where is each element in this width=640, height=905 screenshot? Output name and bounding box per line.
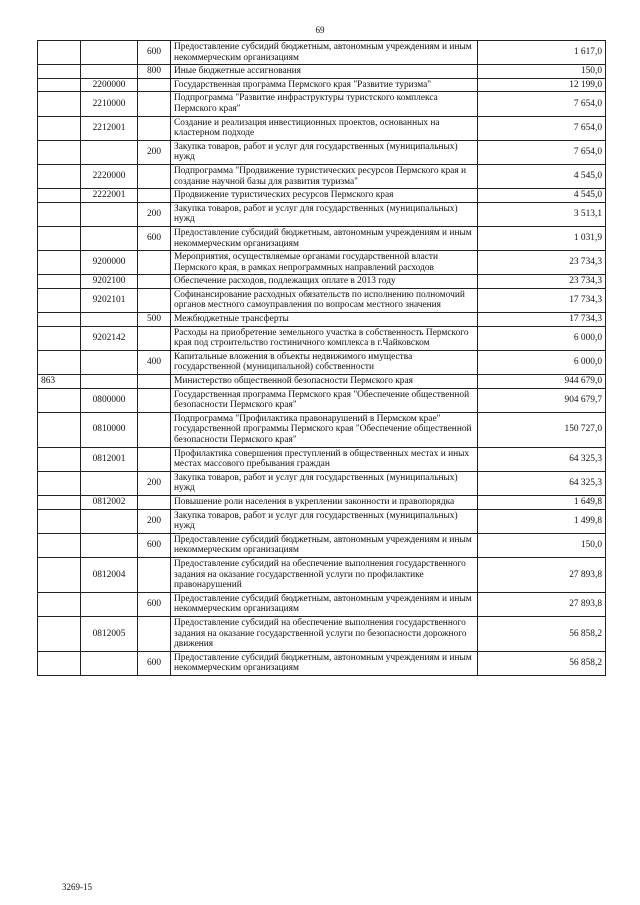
expense-name-cell: Повышение роли населения в укреплении законности и правопорядка	[171, 495, 478, 509]
table-row	[38, 202, 606, 226]
table-row	[38, 388, 606, 412]
amount-cell: 1 649,8	[478, 495, 606, 509]
expense-name-cell: Предоставление субсидий бюджетным, автономным учреждениям и иным некоммерческим организациям	[171, 592, 478, 616]
expense-name-cell: Закупка товаров, работ и услуг для государственных (муниципальных) нужд	[171, 471, 478, 495]
budget-table	[37, 40, 606, 676]
amount-cell: 1 499,8	[478, 509, 606, 533]
target-article-code-cell: 0812005	[81, 616, 138, 651]
budget-table-body	[38, 41, 606, 676]
ministry-code-cell	[38, 592, 81, 616]
target-article-code-cell	[81, 226, 138, 250]
expense-type-code-cell	[138, 164, 171, 188]
target-article-code-cell	[81, 140, 138, 164]
target-article-code-cell: 2210000	[81, 92, 138, 116]
expense-name-cell: Иные бюджетные ассигнования	[171, 65, 478, 79]
amount-cell: 64 325,3	[478, 471, 606, 495]
amount-cell: 4 545,0	[478, 189, 606, 203]
target-article-code-cell: 2220000	[81, 164, 138, 188]
ministry-code-cell	[38, 275, 81, 289]
expense-name-cell: Предоставление субсидий на обеспечение выполнения государственного задания на оказание государственной услуги по безопасности дорожного движения	[171, 616, 478, 651]
ministry-code-cell	[38, 116, 81, 140]
amount-cell: 7 654,0	[478, 140, 606, 164]
amount-cell: 23 734,3	[478, 251, 606, 275]
expense-name-cell: Закупка товаров, работ и услуг для государственных (муниципальных) нужд	[171, 509, 478, 533]
ministry-code-cell	[38, 189, 81, 203]
table-row	[38, 533, 606, 557]
ministry-code-cell	[38, 471, 81, 495]
expense-type-code-cell: 400	[138, 350, 171, 374]
table-row	[38, 375, 606, 389]
amount-cell: 3 513,1	[478, 202, 606, 226]
expense-name-cell: Продвижение туристических ресурсов Пермского края	[171, 189, 478, 203]
ministry-code-cell	[38, 65, 81, 79]
amount-cell: 27 893,8	[478, 557, 606, 592]
expense-type-code-cell	[138, 116, 171, 140]
ministry-code-cell	[38, 251, 81, 275]
expense-type-code-cell	[138, 288, 171, 312]
expense-name-cell: Предоставление субсидий бюджетным, автономным учреждениям и иным некоммерческим организациям	[171, 651, 478, 675]
expense-type-code-cell	[138, 375, 171, 389]
amount-cell: 150,0	[478, 533, 606, 557]
expense-type-code-cell	[138, 92, 171, 116]
amount-cell: 7 654,0	[478, 92, 606, 116]
expense-name-cell: Профилактика совершения преступлений в общественных местах и иных местах массового пребывания граждан	[171, 447, 478, 471]
expense-type-code-cell	[138, 412, 171, 447]
table-row	[38, 65, 606, 79]
expense-name-cell: Подпрограмма "Профилактика правонарушений в Пермском крае" государственной программы Пермского края "Обеспечение общественной безопасности Пермского края"	[171, 412, 478, 447]
amount-cell: 1 617,0	[478, 41, 606, 65]
target-article-code-cell: 0812002	[81, 495, 138, 509]
ministry-code-cell	[38, 412, 81, 447]
expense-name-cell: Подпрограмма "Развитие инфраструктуры туристского комплекса Пермского края"	[171, 92, 478, 116]
target-article-code-cell: 0800000	[81, 388, 138, 412]
table-row	[38, 41, 606, 65]
expense-type-code-cell	[138, 388, 171, 412]
table-row	[38, 651, 606, 675]
amount-cell: 904 679,7	[478, 388, 606, 412]
amount-cell: 7 654,0	[478, 116, 606, 140]
ministry-code-cell	[38, 288, 81, 312]
page-number: 69	[315, 25, 325, 35]
footer-document-code: 3269-15	[62, 882, 92, 892]
expense-name-cell: Предоставление субсидий бюджетным, автономным учреждениям и иным некоммерческим организациям	[171, 41, 478, 65]
target-article-code-cell: 0810000	[81, 412, 138, 447]
target-article-code-cell	[81, 313, 138, 327]
expense-name-cell: Софинансирование расходных обязательств по исполнению полномочий органов местного самоуправления по вопросам местного значения	[171, 288, 478, 312]
table-row	[38, 509, 606, 533]
table-row	[38, 412, 606, 447]
target-article-code-cell	[81, 471, 138, 495]
table-row	[38, 557, 606, 592]
expense-name-cell: Расходы на приобретение земельного участка в собственность Пермского края под строительство гостиничного комплекса в г.Чайковском	[171, 326, 478, 350]
amount-cell: 56 858,2	[478, 651, 606, 675]
ministry-code-cell	[38, 651, 81, 675]
expense-type-code-cell: 600	[138, 41, 171, 65]
target-article-code-cell: 9202142	[81, 326, 138, 350]
table-row	[38, 326, 606, 350]
expense-type-code-cell: 800	[138, 65, 171, 79]
ministry-code-cell: 863	[38, 375, 81, 389]
ministry-code-cell	[38, 350, 81, 374]
table-row	[38, 313, 606, 327]
target-article-code-cell: 2200000	[81, 78, 138, 92]
expense-type-code-cell	[138, 616, 171, 651]
expense-name-cell: Создание и реализация инвестиционных проектов, основанных на кластерном подходе	[171, 116, 478, 140]
ministry-code-cell	[38, 226, 81, 250]
expense-name-cell: Подпрограмма "Продвижение туристических ресурсов Пермского края и создание научной базы для развития туризма"	[171, 164, 478, 188]
expense-name-cell: Мероприятия, осуществляемые органами государственной власти Пермского края, в рамках непрограммных направлений расходов	[171, 251, 478, 275]
expense-type-code-cell	[138, 495, 171, 509]
expense-name-cell: Закупка товаров, работ и услуг для государственных (муниципальных) нужд	[171, 140, 478, 164]
amount-cell: 27 893,8	[478, 592, 606, 616]
expense-type-code-cell: 200	[138, 202, 171, 226]
expense-name-cell: Межбюджетные трансферты	[171, 313, 478, 327]
target-article-code-cell	[81, 41, 138, 65]
expense-type-code-cell: 500	[138, 313, 171, 327]
expense-name-cell: Предоставление субсидий на обеспечение выполнения государственного задания на оказание государственной услуги по профилактике правонарушений	[171, 557, 478, 592]
expense-type-code-cell: 200	[138, 509, 171, 533]
expense-type-code-cell: 600	[138, 592, 171, 616]
expense-type-code-cell	[138, 326, 171, 350]
ministry-code-cell	[38, 313, 81, 327]
expense-name-cell: Капитальные вложения в объекты недвижимого имущества государственной (муниципальной) собственности	[171, 350, 478, 374]
ministry-code-cell	[38, 202, 81, 226]
ministry-code-cell	[38, 447, 81, 471]
expense-type-code-cell: 600	[138, 533, 171, 557]
table-row	[38, 92, 606, 116]
table-row	[38, 140, 606, 164]
table-row	[38, 226, 606, 250]
table-row	[38, 495, 606, 509]
expense-type-code-cell: 200	[138, 471, 171, 495]
ministry-code-cell	[38, 495, 81, 509]
expense-type-code-cell	[138, 447, 171, 471]
target-article-code-cell	[81, 533, 138, 557]
amount-cell: 64 325,3	[478, 447, 606, 471]
expense-type-code-cell: 200	[138, 140, 171, 164]
ministry-code-cell	[38, 616, 81, 651]
target-article-code-cell	[81, 375, 138, 389]
target-article-code-cell: 0812001	[81, 447, 138, 471]
ministry-code-cell	[38, 557, 81, 592]
amount-cell: 150 727,0	[478, 412, 606, 447]
table-row	[38, 471, 606, 495]
table-row	[38, 116, 606, 140]
ministry-code-cell	[38, 92, 81, 116]
amount-cell: 6 000,0	[478, 326, 606, 350]
table-row	[38, 78, 606, 92]
expense-type-code-cell	[138, 557, 171, 592]
target-article-code-cell: 9200000	[81, 251, 138, 275]
ministry-code-cell	[38, 326, 81, 350]
expense-type-code-cell	[138, 78, 171, 92]
expense-type-code-cell	[138, 189, 171, 203]
amount-cell: 6 000,0	[478, 350, 606, 374]
amount-cell: 12 199,0	[478, 78, 606, 92]
expense-name-cell: Государственная программа Пермского края "Обеспечение общественной безопасности Пермского края"	[171, 388, 478, 412]
target-article-code-cell	[81, 65, 138, 79]
amount-cell: 17 734,3	[478, 288, 606, 312]
amount-cell: 56 858,2	[478, 616, 606, 651]
ministry-code-cell	[38, 41, 81, 65]
target-article-code-cell: 0812004	[81, 557, 138, 592]
ministry-code-cell	[38, 533, 81, 557]
table-row	[38, 592, 606, 616]
ministry-code-cell	[38, 78, 81, 92]
target-article-code-cell	[81, 202, 138, 226]
expense-name-cell: Предоставление субсидий бюджетным, автономным учреждениям и иным некоммерческим организациям	[171, 226, 478, 250]
target-article-code-cell: 9202101	[81, 288, 138, 312]
table-row	[38, 251, 606, 275]
table-row	[38, 350, 606, 374]
target-article-code-cell	[81, 509, 138, 533]
ministry-code-cell	[38, 509, 81, 533]
expense-name-cell: Обеспечение расходов, подлежащих оплате в 2013 году	[171, 275, 478, 289]
ministry-code-cell	[38, 164, 81, 188]
expense-type-code-cell	[138, 251, 171, 275]
amount-cell: 17 734,3	[478, 313, 606, 327]
ministry-code-cell	[38, 388, 81, 412]
target-article-code-cell	[81, 651, 138, 675]
amount-cell: 1 031,9	[478, 226, 606, 250]
table-row	[38, 288, 606, 312]
amount-cell: 944 679,0	[478, 375, 606, 389]
expense-type-code-cell: 600	[138, 226, 171, 250]
table-row	[38, 189, 606, 203]
table-row	[38, 616, 606, 651]
expense-type-code-cell	[138, 275, 171, 289]
expense-type-code-cell: 600	[138, 651, 171, 675]
target-article-code-cell: 2212001	[81, 116, 138, 140]
target-article-code-cell	[81, 350, 138, 374]
table-row	[38, 275, 606, 289]
amount-cell: 23 734,3	[478, 275, 606, 289]
amount-cell: 150,0	[478, 65, 606, 79]
table-row	[38, 164, 606, 188]
target-article-code-cell: 9202100	[81, 275, 138, 289]
expense-name-cell: Министерство общественной безопасности Пермского края	[171, 375, 478, 389]
amount-cell: 4 545,0	[478, 164, 606, 188]
expense-name-cell: Предоставление субсидий бюджетным, автономным учреждениям и иным некоммерческим организациям	[171, 533, 478, 557]
table-row	[38, 447, 606, 471]
ministry-code-cell	[38, 140, 81, 164]
expense-name-cell: Закупка товаров, работ и услуг для государственных (муниципальных) нужд	[171, 202, 478, 226]
expense-name-cell: Государственная программа Пермского края "Развитие туризма"	[171, 78, 478, 92]
target-article-code-cell: 2222001	[81, 189, 138, 203]
target-article-code-cell	[81, 592, 138, 616]
